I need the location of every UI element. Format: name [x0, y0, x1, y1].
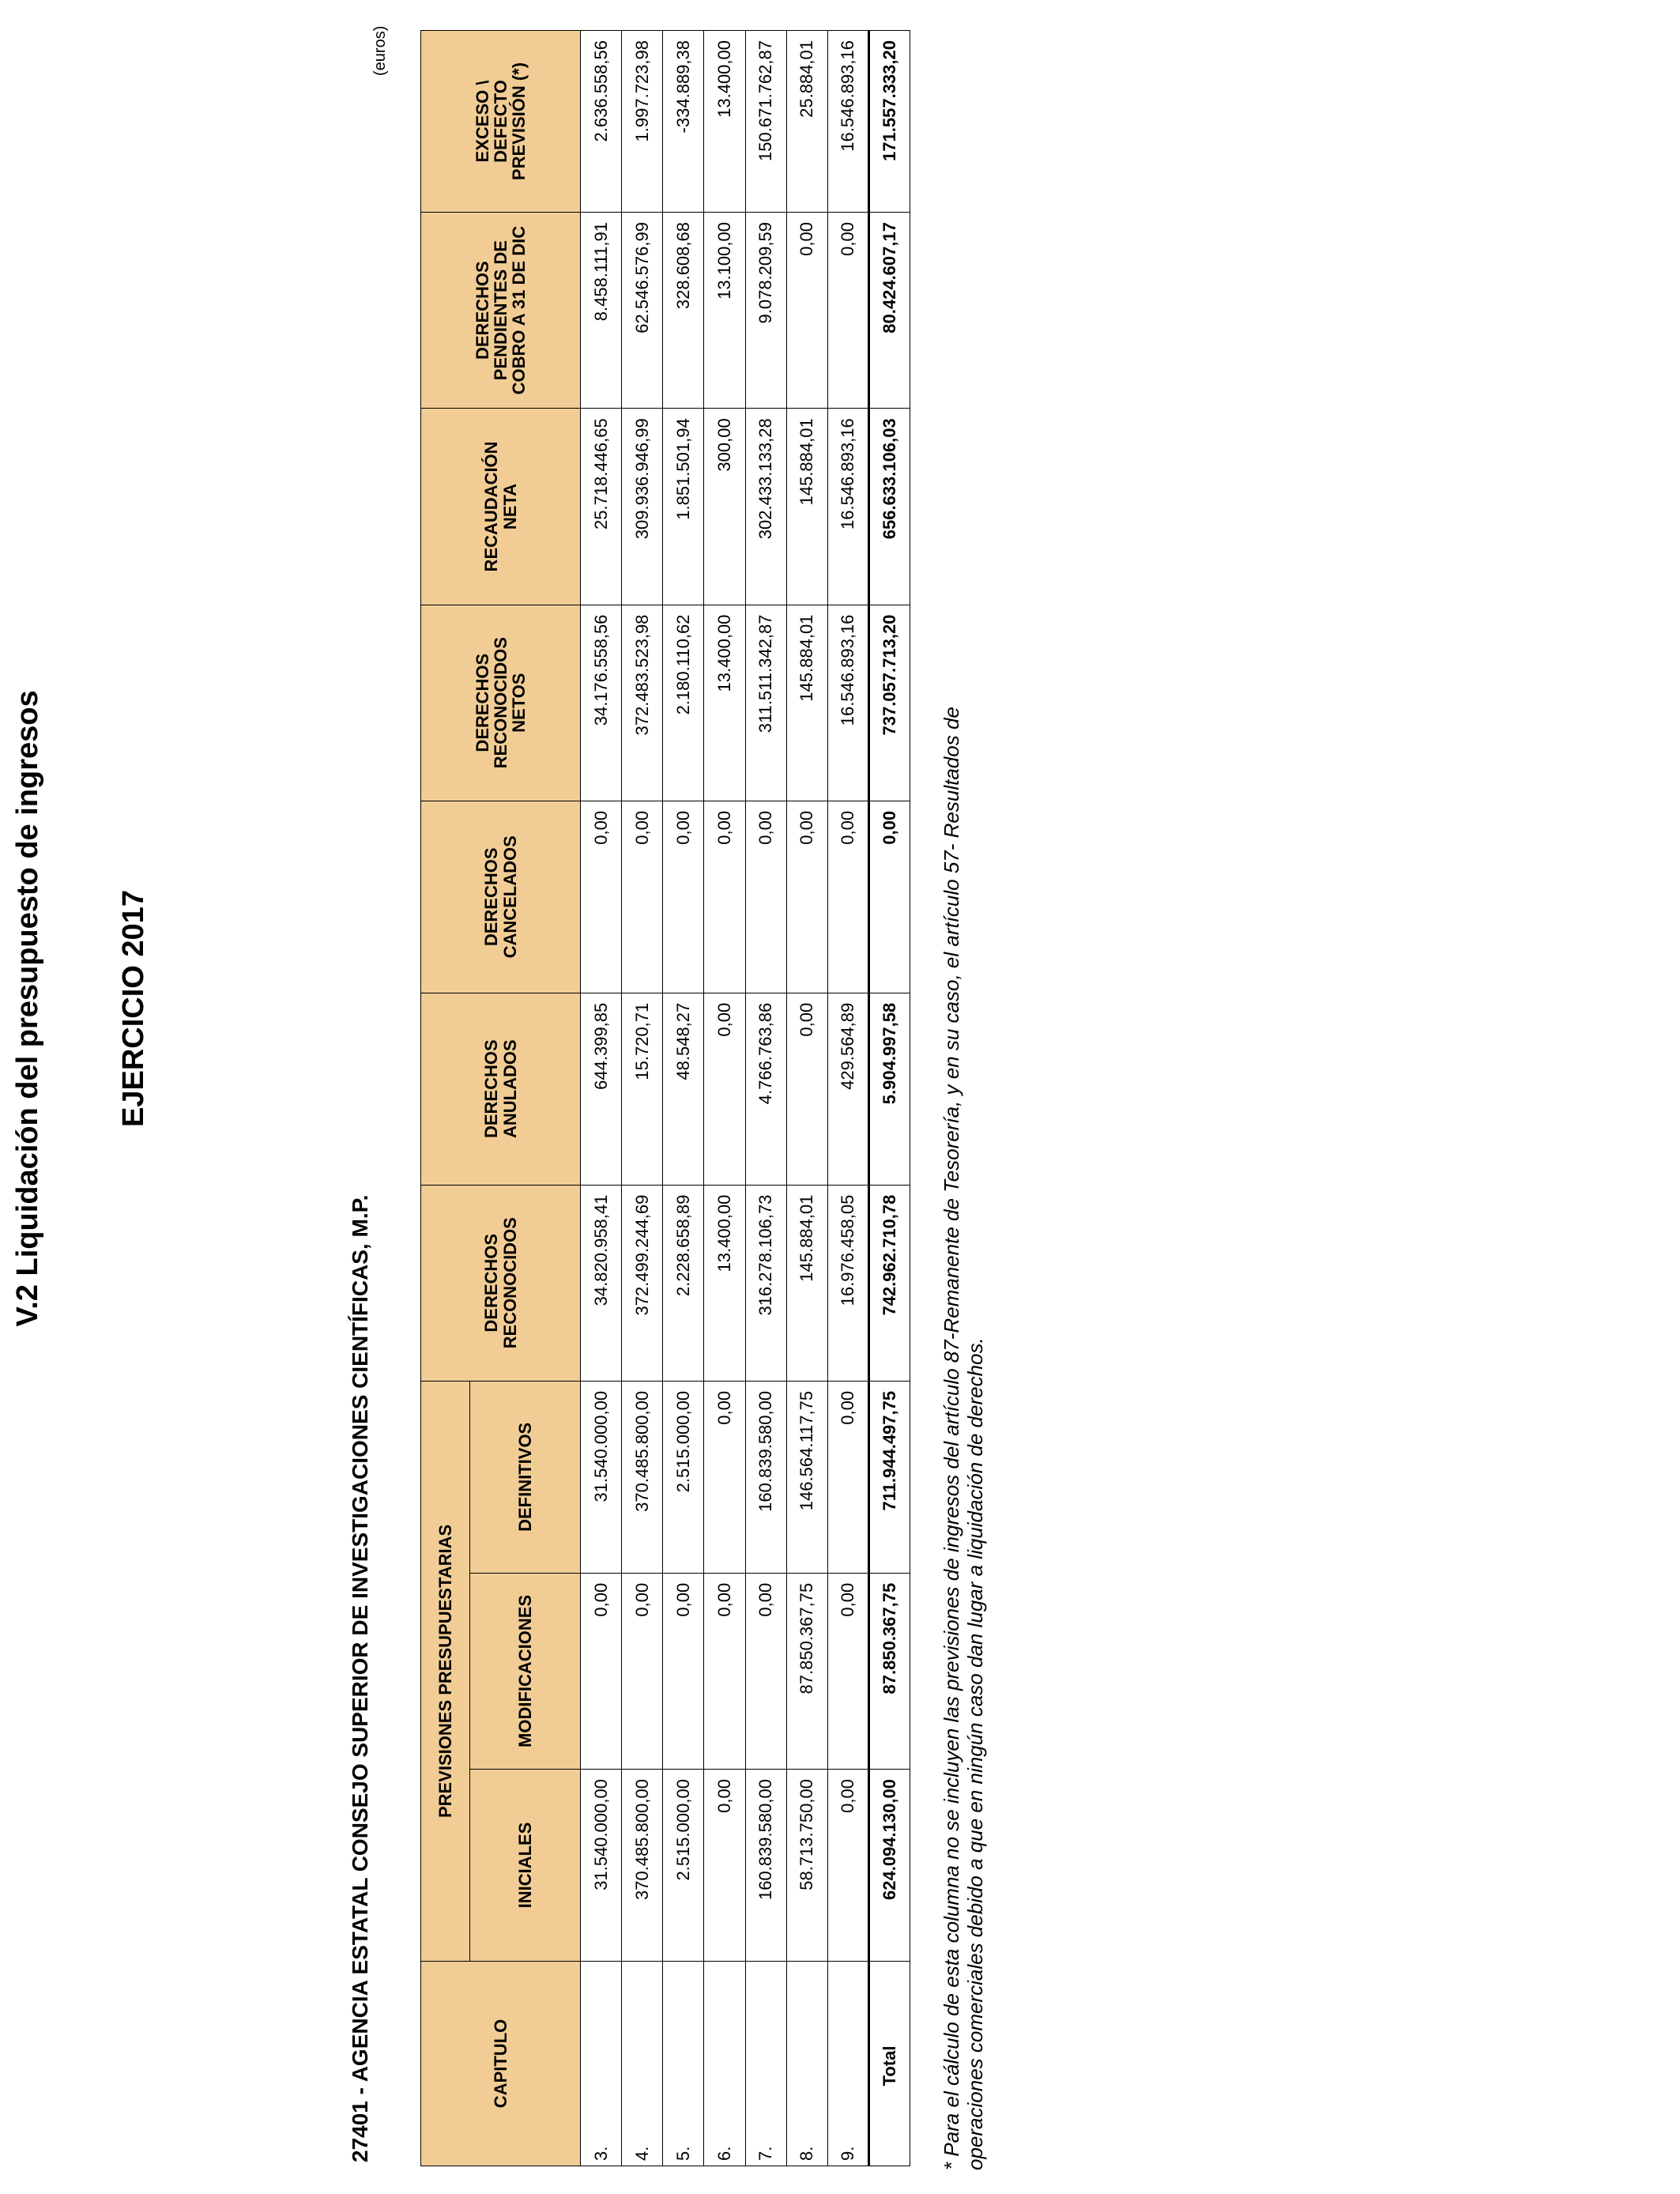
cell-cap: 8. — [786, 1961, 827, 2166]
header-exceso-defecto: EXCESO \ DEFECTO PREVISIÓN (*) — [421, 31, 581, 213]
cell-iniciales: 31.540.000,00 — [581, 1770, 622, 1962]
header-derechos-reconocidos: DERECHOS RECONOCIDOS — [421, 1185, 581, 1381]
cell-modificaciones: 0,00 — [704, 1573, 745, 1769]
cell-recaudacion: 25.718.446,65 — [581, 409, 622, 605]
cell-anulados: 15.720,71 — [622, 993, 663, 1185]
cell-modificaciones: 0,00 — [663, 1573, 704, 1769]
cell-modificaciones: 0,00 — [622, 1573, 663, 1769]
cell-netos: 372.483.523,98 — [622, 605, 663, 801]
header-derechos-cancelados: DERECHOS CANCELADOS — [421, 801, 581, 993]
cell-cap: 7. — [745, 1961, 786, 2166]
cell-exceso: 2.636.558,56 — [581, 31, 622, 213]
cell-recaudacion: 309.936.946,99 — [622, 409, 663, 605]
cell-cancelados: 0,00 — [581, 801, 622, 993]
page-subtitle: EJERCICIO 2017 — [117, 890, 150, 1127]
cell-exceso: 1.997.723,98 — [622, 31, 663, 213]
header-modificaciones: MODIFICACIONES — [470, 1573, 581, 1769]
header-derechos-netos: DERECHOS RECONOCIDOS NETOS — [421, 605, 581, 801]
cell-exceso: 16.546.893,16 — [827, 31, 868, 213]
cell-iniciales: 58.713.750,00 — [786, 1770, 827, 1962]
cell-cap: 3. — [581, 1961, 622, 2166]
cell-cancelados: 0,00 — [745, 801, 786, 993]
cell-reconocidos: 34.820.958,41 — [581, 1185, 622, 1381]
header-previsiones: PREVISIONES PRESUPUESTARIAS — [421, 1381, 470, 1961]
cell-iniciales: 624.094.130,00 — [868, 1770, 910, 1962]
cell-anulados: 0,00 — [704, 993, 745, 1185]
cell-pendientes: 0,00 — [786, 213, 827, 409]
header-derechos-anulados: DERECHOS ANULADOS — [421, 993, 581, 1185]
table-row — [622, 31, 663, 2166]
cell-netos: 13.400,00 — [704, 605, 745, 801]
cell-modificaciones: 0,00 — [827, 1573, 868, 1769]
cell-pendientes: 0,00 — [827, 213, 868, 409]
cell-pendientes: 9.078.209,59 — [745, 213, 786, 409]
cell-netos: 737.057.713,20 — [868, 605, 910, 801]
header-definitivos: DEFINITIVOS — [470, 1381, 581, 1573]
header-capitulo: CAPITULO — [421, 1961, 581, 2166]
table-row — [663, 31, 704, 2166]
cell-definitivos: 0,00 — [827, 1381, 868, 1573]
cell-iniciales: 160.839.580,00 — [745, 1770, 786, 1962]
footnote: * Para el cálculo de esta columna no se incluyen las previsiones de ingresos del artículo 87-Remanente de Tesorería, y en su caso, el artículo 57- Resultados de operaciones comerciales debido a que en ningún caso dan lugar a liquidación de derechos. — [940, 707, 987, 2170]
cell-anulados: 429.564,89 — [827, 993, 868, 1185]
header-derechos-pendientes: DERECHOS PENDIENTES DE COBRO A 31 DE DIC — [421, 213, 581, 409]
cell-netos: 311.511.342,87 — [745, 605, 786, 801]
cell-recaudacion: 300,00 — [704, 409, 745, 605]
cell-recaudacion: 16.546.893,16 — [827, 409, 868, 605]
table-row — [827, 31, 868, 2166]
cell-definitivos: 370.485.800,00 — [622, 1381, 663, 1573]
cell-exceso: 25.884,01 — [786, 31, 827, 213]
header-recaudacion-neta: RECAUDACIÓN NETA — [421, 409, 581, 605]
table-row — [581, 31, 622, 2166]
cell-recaudacion: 145.884,01 — [786, 409, 827, 605]
cell-reconocidos: 316.278.106,73 — [745, 1185, 786, 1381]
cell-anulados: 644.399,85 — [581, 993, 622, 1185]
cell-cap: 9. — [827, 1961, 868, 2166]
cell-anulados: 0,00 — [786, 993, 827, 1185]
cell-recaudacion: 656.633.106,03 — [868, 409, 910, 605]
cell-pendientes: 8.458.111,91 — [581, 213, 622, 409]
cell-cancelados: 0,00 — [868, 801, 910, 993]
cell-netos: 16.546.893,16 — [827, 605, 868, 801]
cell-pendientes: 13.100,00 — [704, 213, 745, 409]
header-iniciales: INICIALES — [470, 1770, 581, 1962]
cell-exceso: -334.889,38 — [663, 31, 704, 213]
budget-table — [420, 30, 910, 2166]
cell-recaudacion: 1.851.501,94 — [663, 409, 704, 605]
table-row — [786, 31, 827, 2166]
unit-label: (euros) — [371, 25, 389, 76]
cell-pendientes: 62.546.576,99 — [622, 213, 663, 409]
cell-anulados: 48.548,27 — [663, 993, 704, 1185]
cell-exceso: 150.671.762,87 — [745, 31, 786, 213]
cell-cap: 4. — [622, 1961, 663, 2166]
cell-cancelados: 0,00 — [704, 801, 745, 993]
page-title: V.2 Liquidación del presupuesto de ingresos — [11, 690, 44, 1327]
cell-modificaciones: 87.850.367,75 — [868, 1573, 910, 1769]
table-row — [745, 31, 786, 2166]
cell-definitivos: 711.944.497,75 — [868, 1381, 910, 1573]
cell-modificaciones: 0,00 — [581, 1573, 622, 1769]
cell-netos: 145.884,01 — [786, 605, 827, 801]
cell-iniciales: 2.515.000,00 — [663, 1770, 704, 1962]
cell-reconocidos: 372.499.244,69 — [622, 1185, 663, 1381]
cell-definitivos: 160.839.580,00 — [745, 1381, 786, 1573]
cell-anulados: 5.904.997,58 — [868, 993, 910, 1185]
cell-definitivos: 146.564.117,75 — [786, 1381, 827, 1573]
cell-netos: 2.180.110,62 — [663, 605, 704, 801]
cell-cap: 5. — [663, 1961, 704, 2166]
cell-reconocidos: 16.976.458,05 — [827, 1185, 868, 1381]
cell-cancelados: 0,00 — [663, 801, 704, 993]
table-row — [704, 31, 745, 2166]
cell-reconocidos: 13.400,00 — [704, 1185, 745, 1381]
cell-modificaciones: 87.850.367,75 — [786, 1573, 827, 1769]
cell-recaudacion: 302.433.133,28 — [745, 409, 786, 605]
cell-cap: 6. — [704, 1961, 745, 2166]
cell-pendientes: 328.608,68 — [663, 213, 704, 409]
cell-iniciales: 370.485.800,00 — [622, 1770, 663, 1962]
entity-name: 27401 - AGENCIA ESTATAL CONSEJO SUPERIOR DE INVESTIGACIONES CIENTÍFICAS, M.P. — [348, 1194, 372, 2162]
cell-reconocidos: 145.884,01 — [786, 1185, 827, 1381]
cell-modificaciones: 0,00 — [745, 1573, 786, 1769]
cell-anulados: 4.766.763,86 — [745, 993, 786, 1185]
cell-netos: 34.176.558,56 — [581, 605, 622, 801]
cell-iniciales: 0,00 — [704, 1770, 745, 1962]
cell-cancelados: 0,00 — [786, 801, 827, 993]
cell-definitivos: 0,00 — [704, 1381, 745, 1573]
cell-cap: Total — [868, 1961, 910, 2166]
cell-definitivos: 2.515.000,00 — [663, 1381, 704, 1573]
cell-exceso: 171.557.333,20 — [868, 31, 910, 213]
table-total-row — [868, 31, 910, 2166]
cell-cancelados: 0,00 — [827, 801, 868, 993]
cell-exceso: 13.400,00 — [704, 31, 745, 213]
cell-cancelados: 0,00 — [622, 801, 663, 993]
cell-reconocidos: 742.962.710,78 — [868, 1185, 910, 1381]
cell-iniciales: 0,00 — [827, 1770, 868, 1962]
cell-pendientes: 80.424.607,17 — [868, 213, 910, 409]
cell-reconocidos: 2.228.658,89 — [663, 1185, 704, 1381]
cell-definitivos: 31.540.000,00 — [581, 1381, 622, 1573]
